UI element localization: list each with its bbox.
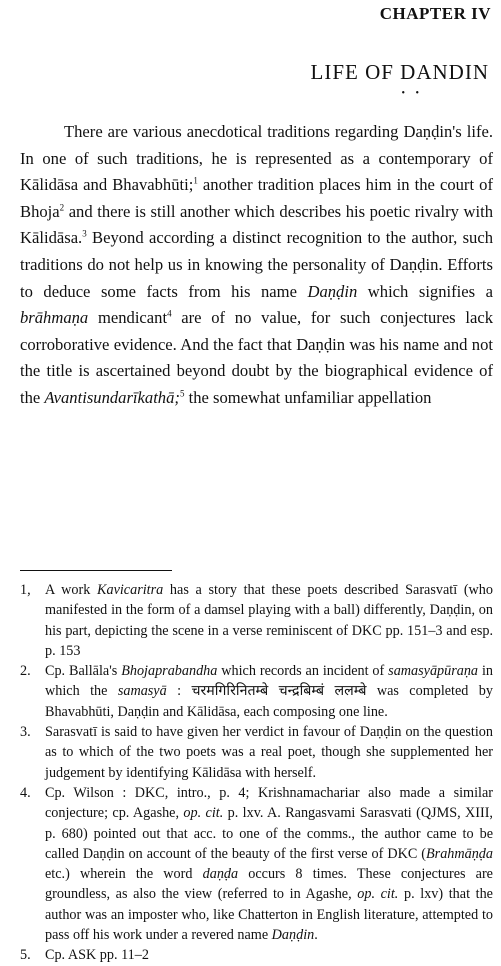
footnote-5: 5. Cp. ASK pp. 11–2	[20, 947, 149, 964]
footnote-ref-1: 1	[193, 175, 198, 186]
title-diacritic-dots: • •	[401, 88, 423, 99]
page-title: LIFE OF DANDIN	[310, 60, 489, 84]
footnote-4: 4. Cp. Wilson : DKC, intro., p. 4; Krishnamachariar also made a similar conjecture; cp. Agashe, op. cit. p. lxv. A. Rangasvami Sarasvati (QJMS, XIII, p. 680) pointed out that acc. to one of the comms., the author came to be called Daṇḍin on account of the beauty of the first verse of DKC (Brahmāṇḍa etc.) wherein the word daṇḍa occurs 8 times. These conjectures are groundless, as also the view (referred to in Agashe, op. cit. p. lxv) that the author was an imposter who, like Chatterton in English literature, attempted to pass off his work under a revered name Daṇḍin.	[20, 784, 493, 944]
footnote-1: 1, A work Kavicaritra has a story that these poets described Sarasvatī (who manifested in the form of a damsel playing with a ball) differently, Daṇḍin, on his part, depicting the scene in a verse reminiscent of DKC pp. 151–3 and esp. p. 153	[20, 582, 493, 659]
footnote-ref-3: 3	[82, 228, 87, 239]
footnote-ref-4: 4	[167, 308, 172, 319]
footnotes	[20, 580, 493, 966]
body-paragraph: There are various anecdotical traditions regarding Daṇḍin's life. In one of such traditions, he is represented as a contemporary of Kālidāsa and Bhavabhūti;$^1$ another tradition places him in the court of Bhoja$^2$ and there is still another which describes his poetic rivalry with Kālidāsa.$^3$ Beyond according a distinct recognition to the author, such traditions do not help us in knowing the personality of Daṇḍin. Efforts to deduce some facts from his name Daṇḍin which signifies a brāhmaṇa mendicant$^4$ are of no value, for such conjectures lack corroborative evidence. And the fact that Daṇḍin was his name and not the title is ascertained beyond doubt by the biographical evidence of the Avantisundarīkathā;$^5$ the somewhat unfamiliar appellation	[20, 122, 493, 407]
footnote-3: 3. Sarasvatī is said to have given her verdict in favour of Daṇḍin on the question as to which of the two poets was a real poet, though she supplemented her judgement by identifying Kālidāsa with herself.	[20, 724, 493, 781]
footnote-ref-5: 5	[179, 388, 185, 399]
body-text	[20, 119, 493, 412]
footnote-ref-2: 2	[59, 202, 65, 213]
chapter-heading: CHAPTER IV	[379, 4, 491, 23]
footnote-divider	[20, 570, 172, 571]
footnote-2: 2. Cp. Ballāla's Bhojaprabandha which records an incident of samasyāpūraṇa in which the samasyā : चरमगिरिनितम्बे चन्द्रबिम्बं ललम्बे was completed by Bhavabhūti, Daṇḍin and Kālidāsa, each composing one line.	[20, 663, 493, 720]
